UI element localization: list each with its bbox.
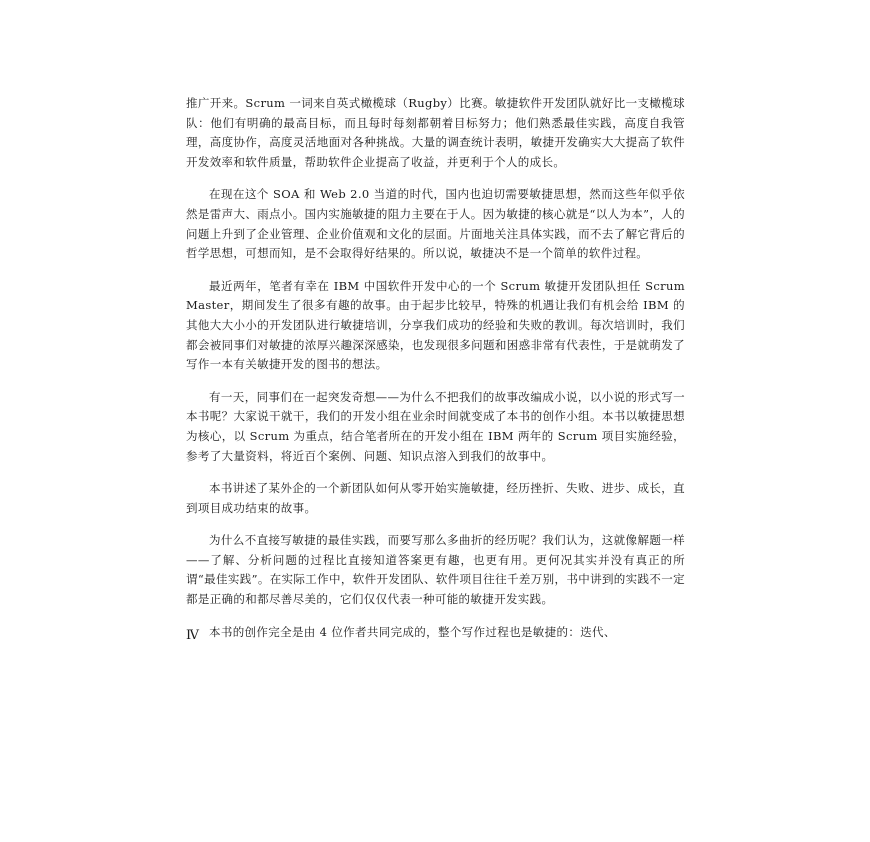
page-number: Ⅳ	[186, 627, 199, 642]
body-text	[186, 94, 685, 642]
paragraph-1: 推广开来。Scrum 一词来自英式橄榄球（Rugby）比赛。敏捷软件开发团队就好比一支橄榄球队：他们有明确的最高目标，而且每时每刻都朝着目标努力；他们熟悉最佳实践，高度自我管理，高度协作，高度灵活地面对各种挑战。大量的调查统计表明，敏捷开发确实大大提高了软件开发效率和软件质量，帮助软件企业提高了收益，并更利于个人的成长。	[186, 96, 685, 169]
paragraph-3: 最近两年，笔者有幸在 IBM 中国软件开发中心的一个 Scrum 敏捷开发团队担任 Scrum Master，期间发生了很多有趣的故事。由于起步比较早，特殊的机遇让我们有机会给 IBM 的其他大大小小的开发团队进行敏捷培训，分享我们成功的经验和失败的教训。每次培训时，我们都会被同事们对敏捷的浓厚兴趣深深感染，也发现很多问题和困惑非常有代表性，于是就萌发了写作一本有关敏捷开发的图书的想法。	[186, 278, 685, 372]
paragraph-6: 为什么不直接写敏捷的最佳实践，而要写那么多曲折的经历呢？我们认为，这就像解题一样——了解、分析问题的过程比直接知道答案更有趣，也更有用。更何况其实并没有真正的所谓“最佳实践”。在实际工作中，软件开发团队、软件项目往往千差万别，书中讲到的实践不一定都是正确的和都尽善尽美的，它们仅仅代表一种可能的敏捷开发实践。	[186, 533, 685, 607]
paragraph-7: 本书的创作完全是由 4 位作者共同完成的，整个写作过程也是敏捷的：迭代、	[209, 624, 616, 639]
paragraph-2: 在现在这个 SOA 和 Web 2.0 当道的时代，国内也迫切需要敏捷思想，然而这些年似乎依然是雷声大、雨点小。国内实施敏捷的阻力主要在于人。因为敏捷的核心就是“以人为本”，人的问题上升到了企业管理、企业价值观和文化的层面。片面地关注具体实践，而不去了解它背后的哲学思想，可想而知，是不会取得好结果的。所以说，敏捷决不是一个简单的软件过程。	[186, 187, 685, 261]
paragraph-4: 有一天，同事们在一起突发奇想——为什么不把我们的故事改编成小说，以小说的形式写一本书呢？大家说干就干，我们的开发小组在业余时间就变成了本书的创作小组。本书以敏捷思想为核心，以 Scrum 为重点，结合笔者所在的开发小组在 IBM 两年的 Scrum 项目实施经验，参考了大量资料，将近百个案例、问题、知识点溶入到我们的故事中。	[186, 389, 685, 463]
paragraph-5: 本书讲述了某外企的一个新团队如何从零开始实施敏捷，经历挫折、失败、进步、成长，直到项目成功结束的故事。	[186, 481, 685, 515]
